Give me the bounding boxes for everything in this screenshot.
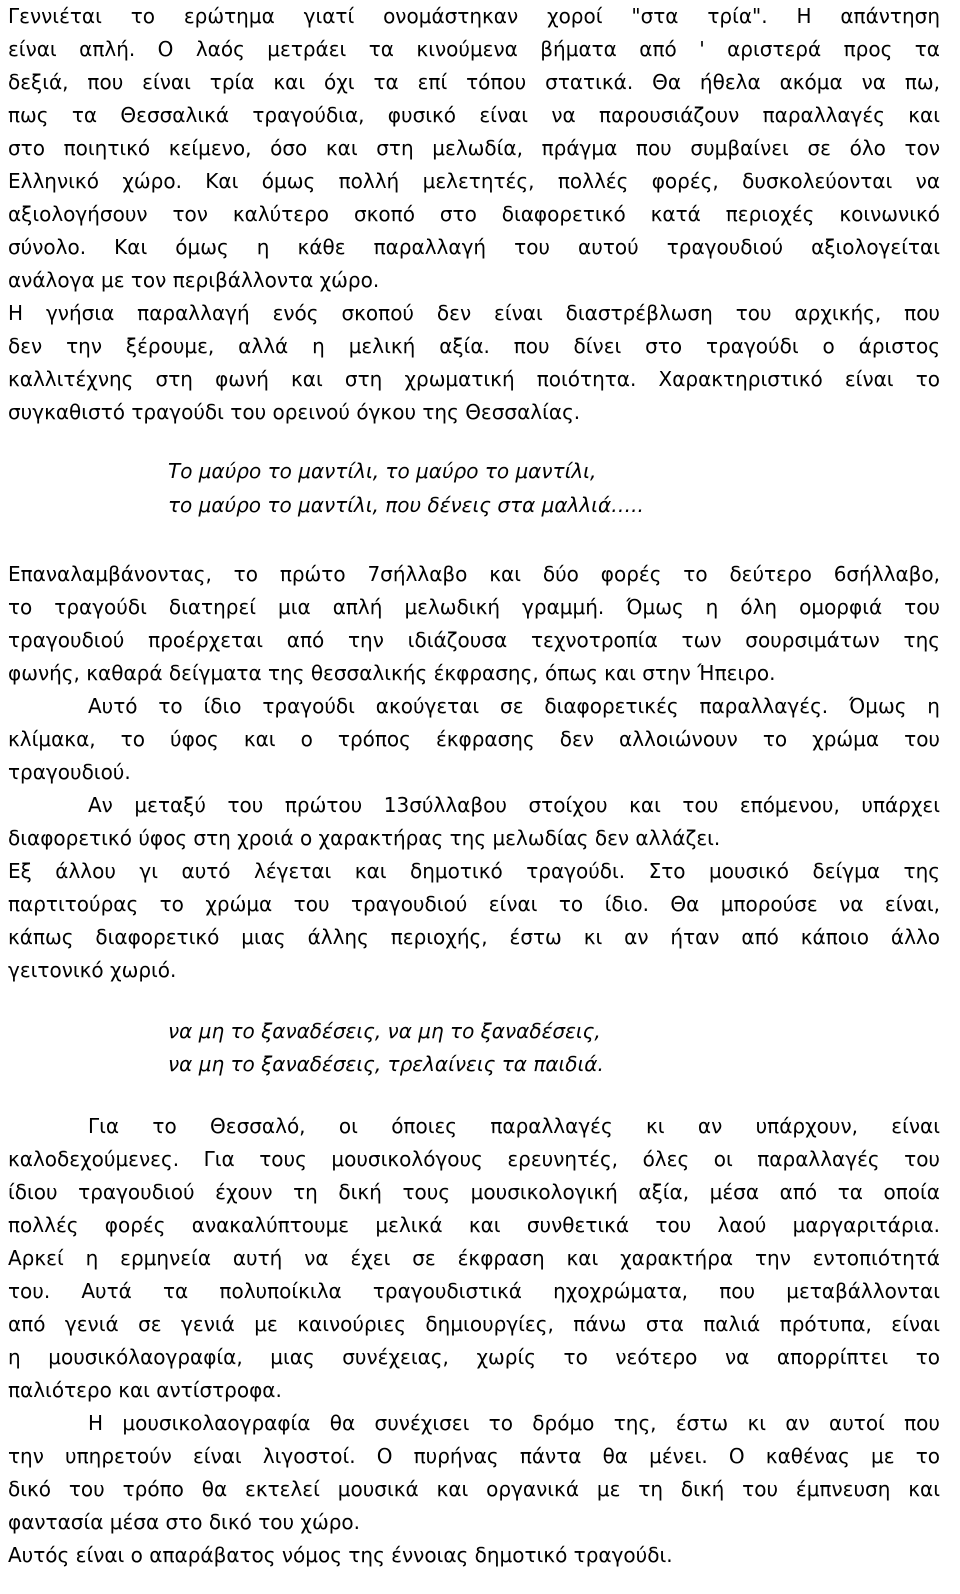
text-line: δεξιά, που είναι τρία και όχι τα επί τόπου στατικά. Θα ήθελα ακόμα να πω,: [8, 70, 940, 94]
text-line: πως τα Θεσσαλικά τραγούδια, φυσικό είναι να παρουσιάζουν παραλλαγές και: [8, 103, 940, 127]
text-line: Για το Θεσσαλό, οι όποιες παραλλαγές κι αν υπάρχουν, είναι: [88, 1114, 940, 1138]
text-line: δεν την ξέρουμε, αλλά η μελική αξία. που δίνει στο τραγούδι ο άριστος: [8, 334, 940, 358]
text-line: το τραγούδι διατηρεί μια απλή μελωδική γραμμή. Όμως η όλη ομορφιά του: [8, 595, 940, 619]
text-line: Αν μεταξύ του πρώτου 13σύλλαβου στοίχου και του επόμενου, υπάρχει: [88, 793, 940, 817]
text-line: γειτονικό χωριό.: [8, 958, 177, 982]
text-line: Η γνήσια παραλλαγή ενός σκοπού δεν είναι διαστρέβλωση του αρχικής, που: [8, 301, 940, 325]
text-line: καλλιτέχνης στη φωνή και στη χρωματική ποιότητα. Χαρακτηριστικό είναι το: [8, 367, 940, 391]
text-line: Η μουσικολαογραφία θα συνέχισει το δρόμο της, έστω κι αν αυτοί που: [88, 1411, 940, 1435]
text-line: Αυτό το ίδιο τραγούδι ακούγεται σε διαφορετικές παραλλαγές. Όμως η: [88, 694, 940, 718]
text-line: σύνολο. Και όμως η κάθε παραλλαγή του αυτού τραγουδιού αξιολογείται: [8, 235, 940, 259]
verse-line: Το μαύρο το μαντίλι, το μαύρο το μαντίλι,: [168, 459, 597, 483]
text-line: Εξ άλλου γι αυτό λέγεται και δημοτικό τραγούδι. Στο μουσικό δείγμα της: [8, 859, 940, 883]
text-line: διαφορετικό ύφος στη χροιά ο χαρακτήρας της μελωδίας δεν αλλάζει.: [8, 826, 721, 850]
text-line: τραγουδιού προέρχεται από την ιδιάζουσα τεχνοτροπία των σουρσιμάτων της: [8, 628, 940, 652]
text-line: την υπηρετούν είναι λιγοστοί. Ο πυρήνας πάντα θα μένει. Ο καθένας με το: [8, 1444, 940, 1468]
text-line: η μουσικόλαογραφία, μιας συνέχειας, χωρίς το νεότερο να απορρίπτει το: [8, 1345, 940, 1369]
text-line: Επαναλαμβάνοντας, το πρώτο 7σήλλαβο και δύο φορές το δεύτερο 6σήλλαβο,: [8, 562, 940, 586]
text-line: ανάλογα με τον περιβάλλοντα χώρο.: [8, 268, 380, 292]
text-line: πολλές φορές ανακαλύπτουμε μελικά και συνθετικά του λαού μαργαριτάρια.: [8, 1213, 940, 1237]
verse-line: να μη το ξαναδέσεις, τρελαίνεις τα παιδιά.: [168, 1052, 604, 1076]
text-line: του. Αυτά τα πολυποίκιλα τραγουδιστικά ηχοχρώματα, που μεταβάλλονται: [8, 1279, 940, 1303]
text-line: Ελληνικό χώρο. Και όμως πολλή μελετητές, πολλές φορές, δυσκολεύονται να: [8, 169, 940, 193]
text-line: καλοδεχούμενες. Για τους μουσικολόγους ερευνητές, όλες οι παραλλαγές του: [8, 1147, 940, 1171]
text-line: φωνής, καθαρά δείγματα της θεσσαλικής έκφρασης, όπως και στην Ήπειρο.: [8, 661, 776, 685]
text-line: Γεννιέται το ερώτημα γιατί ονομάστηκαν χοροί "στα τρία". Η απάντηση: [8, 4, 940, 28]
verse-line: το μαύρο το μαντίλι, που δένεις στα μαλλιά…..: [168, 493, 644, 517]
text-line: είναι απλή. Ο λαός μετράει τα κινούμενα βήματα από ' αριστερά προς τα: [8, 37, 940, 61]
text-line: ίδιου τραγουδιού έχουν τη δική τους μουσικολογική αξία, μέσα από τα οποία: [8, 1180, 940, 1204]
text-line: δικό του τρόπο θα εκτελεί μουσικά και οργανικά με τη δική του έμπνευση και: [8, 1477, 940, 1501]
text-line: αξιολογήσουν τον καλύτερο σκοπό στο διαφορετικό κατά περιοχές κοινωνικό: [8, 202, 940, 226]
text-line: συγκαθιστό τραγούδι του ορεινού όγκου της Θεσσαλίας.: [8, 400, 581, 424]
verse-line: να μη το ξαναδέσεις, να μη το ξαναδέσεις,: [168, 1019, 601, 1043]
text-line: από γενιά σε γενιά με καινούριες δημιουργίες, πάνω στα παλιά πρότυπα, είναι: [8, 1312, 940, 1336]
text-line: Αυτός είναι ο απαράβατος νόμος της έννοιας δημοτικό τραγούδι.: [8, 1543, 673, 1567]
text-line: Αρκεί η ερμηνεία αυτή να έχει σε έκφραση και χαρακτήρα την εντοπιότητά: [8, 1246, 940, 1270]
text-line: παρτιτούρας το χρώμα του τραγουδιού είναι το ίδιο. Θα μπορούσε να είναι,: [8, 892, 940, 916]
text-line: στο ποιητικό κείμενο, όσο και στη μελωδία, πράγμα που συμβαίνει σε όλο τον: [8, 136, 940, 160]
text-line: φαντασία μέσα στο δικό του χώρο.: [8, 1510, 361, 1534]
text-line: κάπως διαφορετικό μιας άλλης περιοχής, έστω κι αν ήταν από κάποιο άλλο: [8, 925, 940, 949]
text-line: παλιότερο και αντίστροφα.: [8, 1378, 282, 1402]
text-line: κλίμακα, το ύφος και ο τρόπος έκφρασης δεν αλλοιώνουν το χρώμα του: [8, 727, 940, 751]
text-line: τραγουδιού.: [8, 760, 131, 784]
